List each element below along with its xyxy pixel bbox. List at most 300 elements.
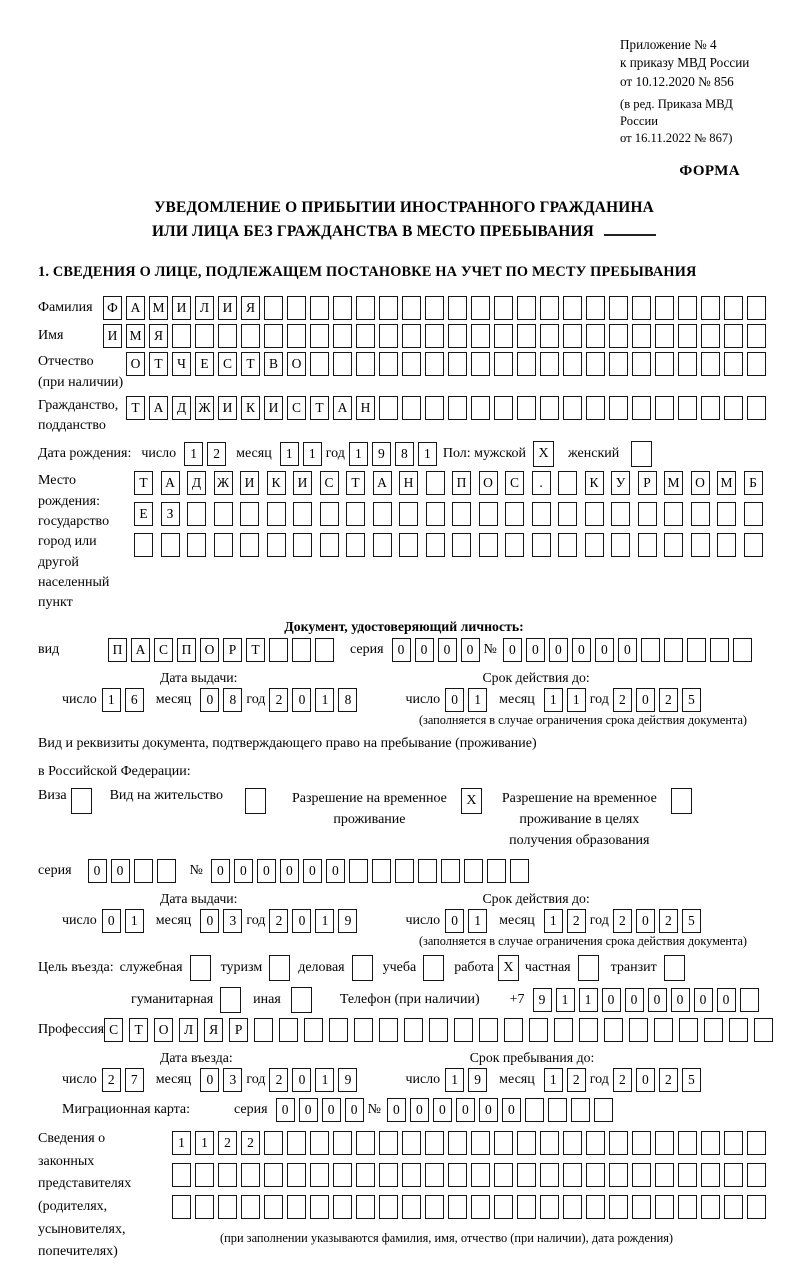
char-cell[interactable] [379, 396, 398, 420]
char-cell[interactable] [287, 324, 306, 348]
char-cell[interactable]: 0 [88, 859, 107, 883]
char-cell[interactable]: 0 [280, 859, 299, 883]
char-cell[interactable]: 9 [338, 1068, 357, 1092]
char-cell[interactable] [701, 1163, 720, 1187]
char-cell[interactable]: 0 [445, 688, 464, 712]
char-cell[interactable] [471, 396, 490, 420]
char-cell[interactable]: 0 [345, 1098, 364, 1122]
char-cell[interactable] [379, 324, 398, 348]
char-cell[interactable] [402, 1195, 421, 1219]
char-cell[interactable]: 0 [456, 1098, 475, 1122]
char-cell[interactable] [678, 396, 697, 420]
char-cell[interactable]: С [104, 1018, 123, 1042]
char-cell[interactable] [554, 1018, 573, 1042]
char-cell[interactable] [404, 1018, 423, 1042]
char-cell[interactable] [373, 502, 392, 526]
char-cell[interactable]: М [717, 471, 736, 495]
char-cell[interactable] [425, 1195, 444, 1219]
char-cell[interactable] [724, 1163, 743, 1187]
char-cell[interactable]: О [154, 1018, 173, 1042]
char-cell[interactable]: 1 [579, 988, 598, 1012]
char-cell[interactable] [333, 352, 352, 376]
char-cell[interactable]: О [691, 471, 710, 495]
char-cell[interactable]: Т [310, 396, 329, 420]
char-cell[interactable]: Я [149, 324, 168, 348]
char-cell[interactable]: 6 [125, 688, 144, 712]
char-cell[interactable]: 0 [322, 1098, 341, 1122]
char-cell[interactable] [717, 533, 736, 557]
char-cell[interactable] [310, 1131, 329, 1155]
char-cell[interactable]: Т [149, 352, 168, 376]
char-cell[interactable]: Т [126, 396, 145, 420]
char-cell[interactable]: 8 [223, 688, 242, 712]
char-cell[interactable] [747, 324, 766, 348]
char-cell[interactable]: 0 [479, 1098, 498, 1122]
sex-male-checkbox[interactable]: X [533, 441, 554, 467]
char-cell[interactable] [691, 502, 710, 526]
char-cell[interactable] [379, 352, 398, 376]
char-cell[interactable]: 0 [111, 859, 130, 883]
char-cell[interactable]: 1 [102, 688, 121, 712]
char-cell[interactable]: 2 [102, 1068, 121, 1092]
char-cell[interactable]: 0 [461, 638, 480, 662]
char-cell[interactable] [571, 1098, 590, 1122]
char-cell[interactable] [609, 1195, 628, 1219]
char-cell[interactable]: В [264, 352, 283, 376]
char-cell[interactable] [641, 638, 660, 662]
char-cell[interactable] [172, 1195, 191, 1219]
char-cell[interactable] [638, 502, 657, 526]
char-cell[interactable] [655, 296, 674, 320]
char-cell[interactable] [379, 296, 398, 320]
char-cell[interactable]: 0 [200, 909, 219, 933]
char-cell[interactable]: . [532, 471, 551, 495]
char-cell[interactable]: Д [187, 471, 206, 495]
char-cell[interactable]: 3 [223, 1068, 242, 1092]
char-cell[interactable] [563, 324, 582, 348]
char-cell[interactable]: Т [346, 471, 365, 495]
char-cell[interactable] [687, 638, 706, 662]
char-cell[interactable] [532, 533, 551, 557]
char-cell[interactable] [429, 1018, 448, 1042]
char-cell[interactable]: Н [399, 471, 418, 495]
char-cell[interactable] [310, 296, 329, 320]
char-cell[interactable]: 0 [602, 988, 621, 1012]
char-cell[interactable] [426, 533, 445, 557]
char-cell[interactable]: 0 [648, 988, 667, 1012]
char-cell[interactable]: Н [356, 396, 375, 420]
char-cell[interactable]: 1 [556, 988, 575, 1012]
char-cell[interactable]: О [479, 471, 498, 495]
char-cell[interactable]: 0 [415, 638, 434, 662]
char-cell[interactable] [540, 296, 559, 320]
char-cell[interactable] [471, 1131, 490, 1155]
char-cell[interactable] [310, 324, 329, 348]
char-cell[interactable] [240, 533, 259, 557]
char-cell[interactable] [679, 1018, 698, 1042]
char-cell[interactable]: 5 [682, 909, 701, 933]
char-cell[interactable] [747, 352, 766, 376]
char-cell[interactable]: 9 [533, 988, 552, 1012]
char-cell[interactable]: Ж [214, 471, 233, 495]
char-cell[interactable] [494, 1131, 513, 1155]
char-cell[interactable] [240, 502, 259, 526]
char-cell[interactable] [563, 352, 582, 376]
char-cell[interactable] [747, 1131, 766, 1155]
char-cell[interactable] [241, 324, 260, 348]
char-cell[interactable] [747, 396, 766, 420]
char-cell[interactable]: 0 [410, 1098, 429, 1122]
char-cell[interactable]: Т [241, 352, 260, 376]
char-cell[interactable] [747, 1163, 766, 1187]
char-cell[interactable] [346, 502, 365, 526]
char-cell[interactable]: 2 [241, 1131, 260, 1155]
char-cell[interactable] [629, 1018, 648, 1042]
char-cell[interactable] [517, 1195, 536, 1219]
char-cell[interactable] [540, 396, 559, 420]
char-cell[interactable]: 2 [269, 688, 288, 712]
char-cell[interactable]: 0 [549, 638, 568, 662]
char-cell[interactable]: 0 [595, 638, 614, 662]
char-cell[interactable]: У [611, 471, 630, 495]
char-cell[interactable] [452, 502, 471, 526]
char-cell[interactable]: 1 [315, 909, 334, 933]
char-cell[interactable] [448, 396, 467, 420]
char-cell[interactable] [701, 396, 720, 420]
char-cell[interactable] [464, 859, 483, 883]
char-cell[interactable]: 0 [438, 638, 457, 662]
char-cell[interactable]: 2 [269, 909, 288, 933]
char-cell[interactable] [267, 533, 286, 557]
char-cell[interactable] [241, 1163, 260, 1187]
char-cell[interactable] [632, 352, 651, 376]
char-cell[interactable]: И [103, 324, 122, 348]
char-cell[interactable]: Р [229, 1018, 248, 1042]
char-cell[interactable]: Ф [103, 296, 122, 320]
char-cell[interactable] [563, 1163, 582, 1187]
sex-female-checkbox[interactable] [631, 441, 652, 467]
char-cell[interactable] [724, 296, 743, 320]
char-cell[interactable]: И [218, 296, 237, 320]
char-cell[interactable] [701, 324, 720, 348]
char-cell[interactable] [654, 1018, 673, 1042]
char-cell[interactable]: 9 [468, 1068, 487, 1092]
char-cell[interactable] [418, 859, 437, 883]
char-cell[interactable] [505, 502, 524, 526]
char-cell[interactable] [356, 1195, 375, 1219]
purpose-transit-checkbox[interactable] [664, 955, 685, 981]
char-cell[interactable]: З [161, 502, 180, 526]
char-cell[interactable] [733, 638, 752, 662]
char-cell[interactable] [195, 1195, 214, 1219]
char-cell[interactable] [402, 1131, 421, 1155]
char-cell[interactable]: 0 [276, 1098, 295, 1122]
char-cell[interactable]: 1 [445, 1068, 464, 1092]
char-cell[interactable] [254, 1018, 273, 1042]
char-cell[interactable] [195, 1163, 214, 1187]
rvp-edu-checkbox[interactable] [671, 788, 692, 814]
char-cell[interactable] [678, 352, 697, 376]
char-cell[interactable] [632, 324, 651, 348]
char-cell[interactable] [655, 324, 674, 348]
char-cell[interactable] [402, 396, 421, 420]
char-cell[interactable] [448, 296, 467, 320]
char-cell[interactable] [609, 296, 628, 320]
char-cell[interactable]: 0 [625, 988, 644, 1012]
char-cell[interactable] [664, 533, 683, 557]
char-cell[interactable] [632, 296, 651, 320]
char-cell[interactable] [655, 352, 674, 376]
char-cell[interactable]: Б [744, 471, 763, 495]
char-cell[interactable] [558, 502, 577, 526]
char-cell[interactable] [172, 324, 191, 348]
char-cell[interactable] [195, 324, 214, 348]
char-cell[interactable] [691, 533, 710, 557]
char-cell[interactable] [517, 396, 536, 420]
char-cell[interactable]: 1 [184, 442, 203, 466]
char-cell[interactable]: Т [129, 1018, 148, 1042]
char-cell[interactable] [504, 1018, 523, 1042]
char-cell[interactable] [356, 352, 375, 376]
char-cell[interactable]: 2 [269, 1068, 288, 1092]
char-cell[interactable]: Ч [172, 352, 191, 376]
char-cell[interactable]: И [218, 396, 237, 420]
char-cell[interactable] [540, 1131, 559, 1155]
char-cell[interactable] [724, 1131, 743, 1155]
char-cell[interactable] [471, 296, 490, 320]
char-cell[interactable]: 0 [200, 1068, 219, 1092]
char-cell[interactable] [134, 859, 153, 883]
char-cell[interactable] [187, 502, 206, 526]
char-cell[interactable] [426, 471, 445, 495]
purpose-other-checkbox[interactable] [291, 987, 312, 1013]
char-cell[interactable] [329, 1018, 348, 1042]
char-cell[interactable] [426, 502, 445, 526]
char-cell[interactable] [425, 352, 444, 376]
char-cell[interactable] [349, 859, 368, 883]
char-cell[interactable]: 2 [659, 909, 678, 933]
char-cell[interactable] [310, 1163, 329, 1187]
char-cell[interactable]: 0 [445, 909, 464, 933]
char-cell[interactable] [279, 1018, 298, 1042]
char-cell[interactable] [558, 471, 577, 495]
char-cell[interactable] [304, 1018, 323, 1042]
purpose-private-checkbox[interactable] [578, 955, 599, 981]
char-cell[interactable] [529, 1018, 548, 1042]
char-cell[interactable]: Р [638, 471, 657, 495]
char-cell[interactable]: М [664, 471, 683, 495]
char-cell[interactable]: 1 [315, 688, 334, 712]
char-cell[interactable] [517, 352, 536, 376]
char-cell[interactable] [356, 1163, 375, 1187]
char-cell[interactable] [563, 396, 582, 420]
char-cell[interactable] [744, 502, 763, 526]
char-cell[interactable] [494, 1195, 513, 1219]
char-cell[interactable] [494, 1163, 513, 1187]
char-cell[interactable] [346, 533, 365, 557]
char-cell[interactable] [586, 1163, 605, 1187]
char-cell[interactable] [448, 1195, 467, 1219]
char-cell[interactable]: С [320, 471, 339, 495]
char-cell[interactable]: 2 [659, 688, 678, 712]
char-cell[interactable] [372, 859, 391, 883]
rvp-checkbox[interactable]: X [461, 788, 482, 814]
char-cell[interactable]: 5 [682, 688, 701, 712]
char-cell[interactable] [701, 352, 720, 376]
char-cell[interactable] [532, 502, 551, 526]
char-cell[interactable] [494, 352, 513, 376]
char-cell[interactable] [586, 1131, 605, 1155]
char-cell[interactable]: И [293, 471, 312, 495]
char-cell[interactable] [729, 1018, 748, 1042]
char-cell[interactable]: 0 [636, 688, 655, 712]
char-cell[interactable]: 5 [682, 1068, 701, 1092]
char-cell[interactable]: 1 [544, 688, 563, 712]
char-cell[interactable]: 1 [125, 909, 144, 933]
char-cell[interactable]: 1 [468, 909, 487, 933]
char-cell[interactable] [678, 324, 697, 348]
char-cell[interactable] [448, 1131, 467, 1155]
char-cell[interactable] [161, 533, 180, 557]
char-cell[interactable]: 9 [338, 909, 357, 933]
char-cell[interactable] [454, 1018, 473, 1042]
char-cell[interactable]: К [241, 396, 260, 420]
char-cell[interactable] [754, 1018, 773, 1042]
purpose-study-checkbox[interactable] [423, 955, 444, 981]
char-cell[interactable]: 2 [613, 688, 632, 712]
char-cell[interactable] [354, 1018, 373, 1042]
char-cell[interactable] [585, 533, 604, 557]
char-cell[interactable]: 0 [200, 688, 219, 712]
char-cell[interactable] [664, 638, 683, 662]
char-cell[interactable] [287, 1195, 306, 1219]
char-cell[interactable] [218, 1163, 237, 1187]
char-cell[interactable]: Л [179, 1018, 198, 1042]
char-cell[interactable] [264, 296, 283, 320]
char-cell[interactable]: 7 [125, 1068, 144, 1092]
purpose-work-checkbox[interactable]: X [498, 955, 519, 981]
purpose-official-checkbox[interactable] [190, 955, 211, 981]
char-cell[interactable] [425, 396, 444, 420]
char-cell[interactable] [157, 859, 176, 883]
char-cell[interactable]: С [287, 396, 306, 420]
char-cell[interactable] [471, 352, 490, 376]
char-cell[interactable] [540, 324, 559, 348]
char-cell[interactable]: 2 [613, 1068, 632, 1092]
char-cell[interactable] [333, 1195, 352, 1219]
char-cell[interactable]: 1 [315, 1068, 334, 1092]
char-cell[interactable]: А [333, 396, 352, 420]
char-cell[interactable] [293, 502, 312, 526]
char-cell[interactable] [632, 396, 651, 420]
char-cell[interactable]: Я [241, 296, 260, 320]
char-cell[interactable]: 0 [326, 859, 345, 883]
char-cell[interactable]: 0 [572, 638, 591, 662]
char-cell[interactable] [402, 324, 421, 348]
char-cell[interactable] [747, 1195, 766, 1219]
char-cell[interactable]: Л [195, 296, 214, 320]
char-cell[interactable]: 1 [544, 1068, 563, 1092]
char-cell[interactable] [678, 296, 697, 320]
char-cell[interactable] [448, 324, 467, 348]
char-cell[interactable]: 0 [618, 638, 637, 662]
char-cell[interactable]: 0 [102, 909, 121, 933]
char-cell[interactable]: П [452, 471, 471, 495]
char-cell[interactable] [264, 324, 283, 348]
char-cell[interactable] [218, 324, 237, 348]
char-cell[interactable]: 1 [303, 442, 322, 466]
char-cell[interactable] [747, 296, 766, 320]
char-cell[interactable] [264, 1131, 283, 1155]
char-cell[interactable] [632, 1195, 651, 1219]
char-cell[interactable]: 2 [207, 442, 226, 466]
char-cell[interactable] [379, 1018, 398, 1042]
char-cell[interactable] [525, 1098, 544, 1122]
char-cell[interactable]: А [149, 396, 168, 420]
char-cell[interactable] [267, 502, 286, 526]
char-cell[interactable]: С [218, 352, 237, 376]
char-cell[interactable]: Р [223, 638, 242, 662]
char-cell[interactable]: 0 [392, 638, 411, 662]
char-cell[interactable] [517, 296, 536, 320]
char-cell[interactable]: 0 [636, 909, 655, 933]
char-cell[interactable] [585, 502, 604, 526]
char-cell[interactable] [655, 1131, 674, 1155]
char-cell[interactable] [744, 533, 763, 557]
char-cell[interactable]: 8 [395, 442, 414, 466]
char-cell[interactable]: 1 [544, 909, 563, 933]
char-cell[interactable]: 0 [502, 1098, 521, 1122]
char-cell[interactable] [292, 638, 311, 662]
purpose-business-checkbox[interactable] [352, 955, 373, 981]
char-cell[interactable] [494, 296, 513, 320]
char-cell[interactable]: Е [134, 502, 153, 526]
char-cell[interactable]: 0 [292, 909, 311, 933]
char-cell[interactable] [425, 1163, 444, 1187]
char-cell[interactable] [172, 1163, 191, 1187]
char-cell[interactable] [563, 296, 582, 320]
char-cell[interactable] [710, 638, 729, 662]
char-cell[interactable] [517, 1131, 536, 1155]
char-cell[interactable] [395, 859, 414, 883]
char-cell[interactable] [632, 1131, 651, 1155]
purpose-humanitarian-checkbox[interactable] [220, 987, 241, 1013]
char-cell[interactable] [425, 1131, 444, 1155]
char-cell[interactable] [356, 296, 375, 320]
char-cell[interactable] [704, 1018, 723, 1042]
char-cell[interactable] [609, 1163, 628, 1187]
char-cell[interactable] [373, 533, 392, 557]
char-cell[interactable]: 2 [567, 909, 586, 933]
char-cell[interactable] [399, 533, 418, 557]
char-cell[interactable] [701, 1131, 720, 1155]
char-cell[interactable]: 0 [292, 688, 311, 712]
char-cell[interactable]: 8 [338, 688, 357, 712]
char-cell[interactable]: 0 [671, 988, 690, 1012]
char-cell[interactable]: П [108, 638, 127, 662]
char-cell[interactable]: К [267, 471, 286, 495]
char-cell[interactable] [487, 859, 506, 883]
char-cell[interactable] [517, 1163, 536, 1187]
char-cell[interactable]: 1 [567, 688, 586, 712]
char-cell[interactable] [586, 296, 605, 320]
char-cell[interactable]: И [172, 296, 191, 320]
char-cell[interactable]: 9 [372, 442, 391, 466]
char-cell[interactable]: 0 [433, 1098, 452, 1122]
char-cell[interactable] [333, 1131, 352, 1155]
char-cell[interactable] [609, 324, 628, 348]
char-cell[interactable]: 0 [234, 859, 253, 883]
